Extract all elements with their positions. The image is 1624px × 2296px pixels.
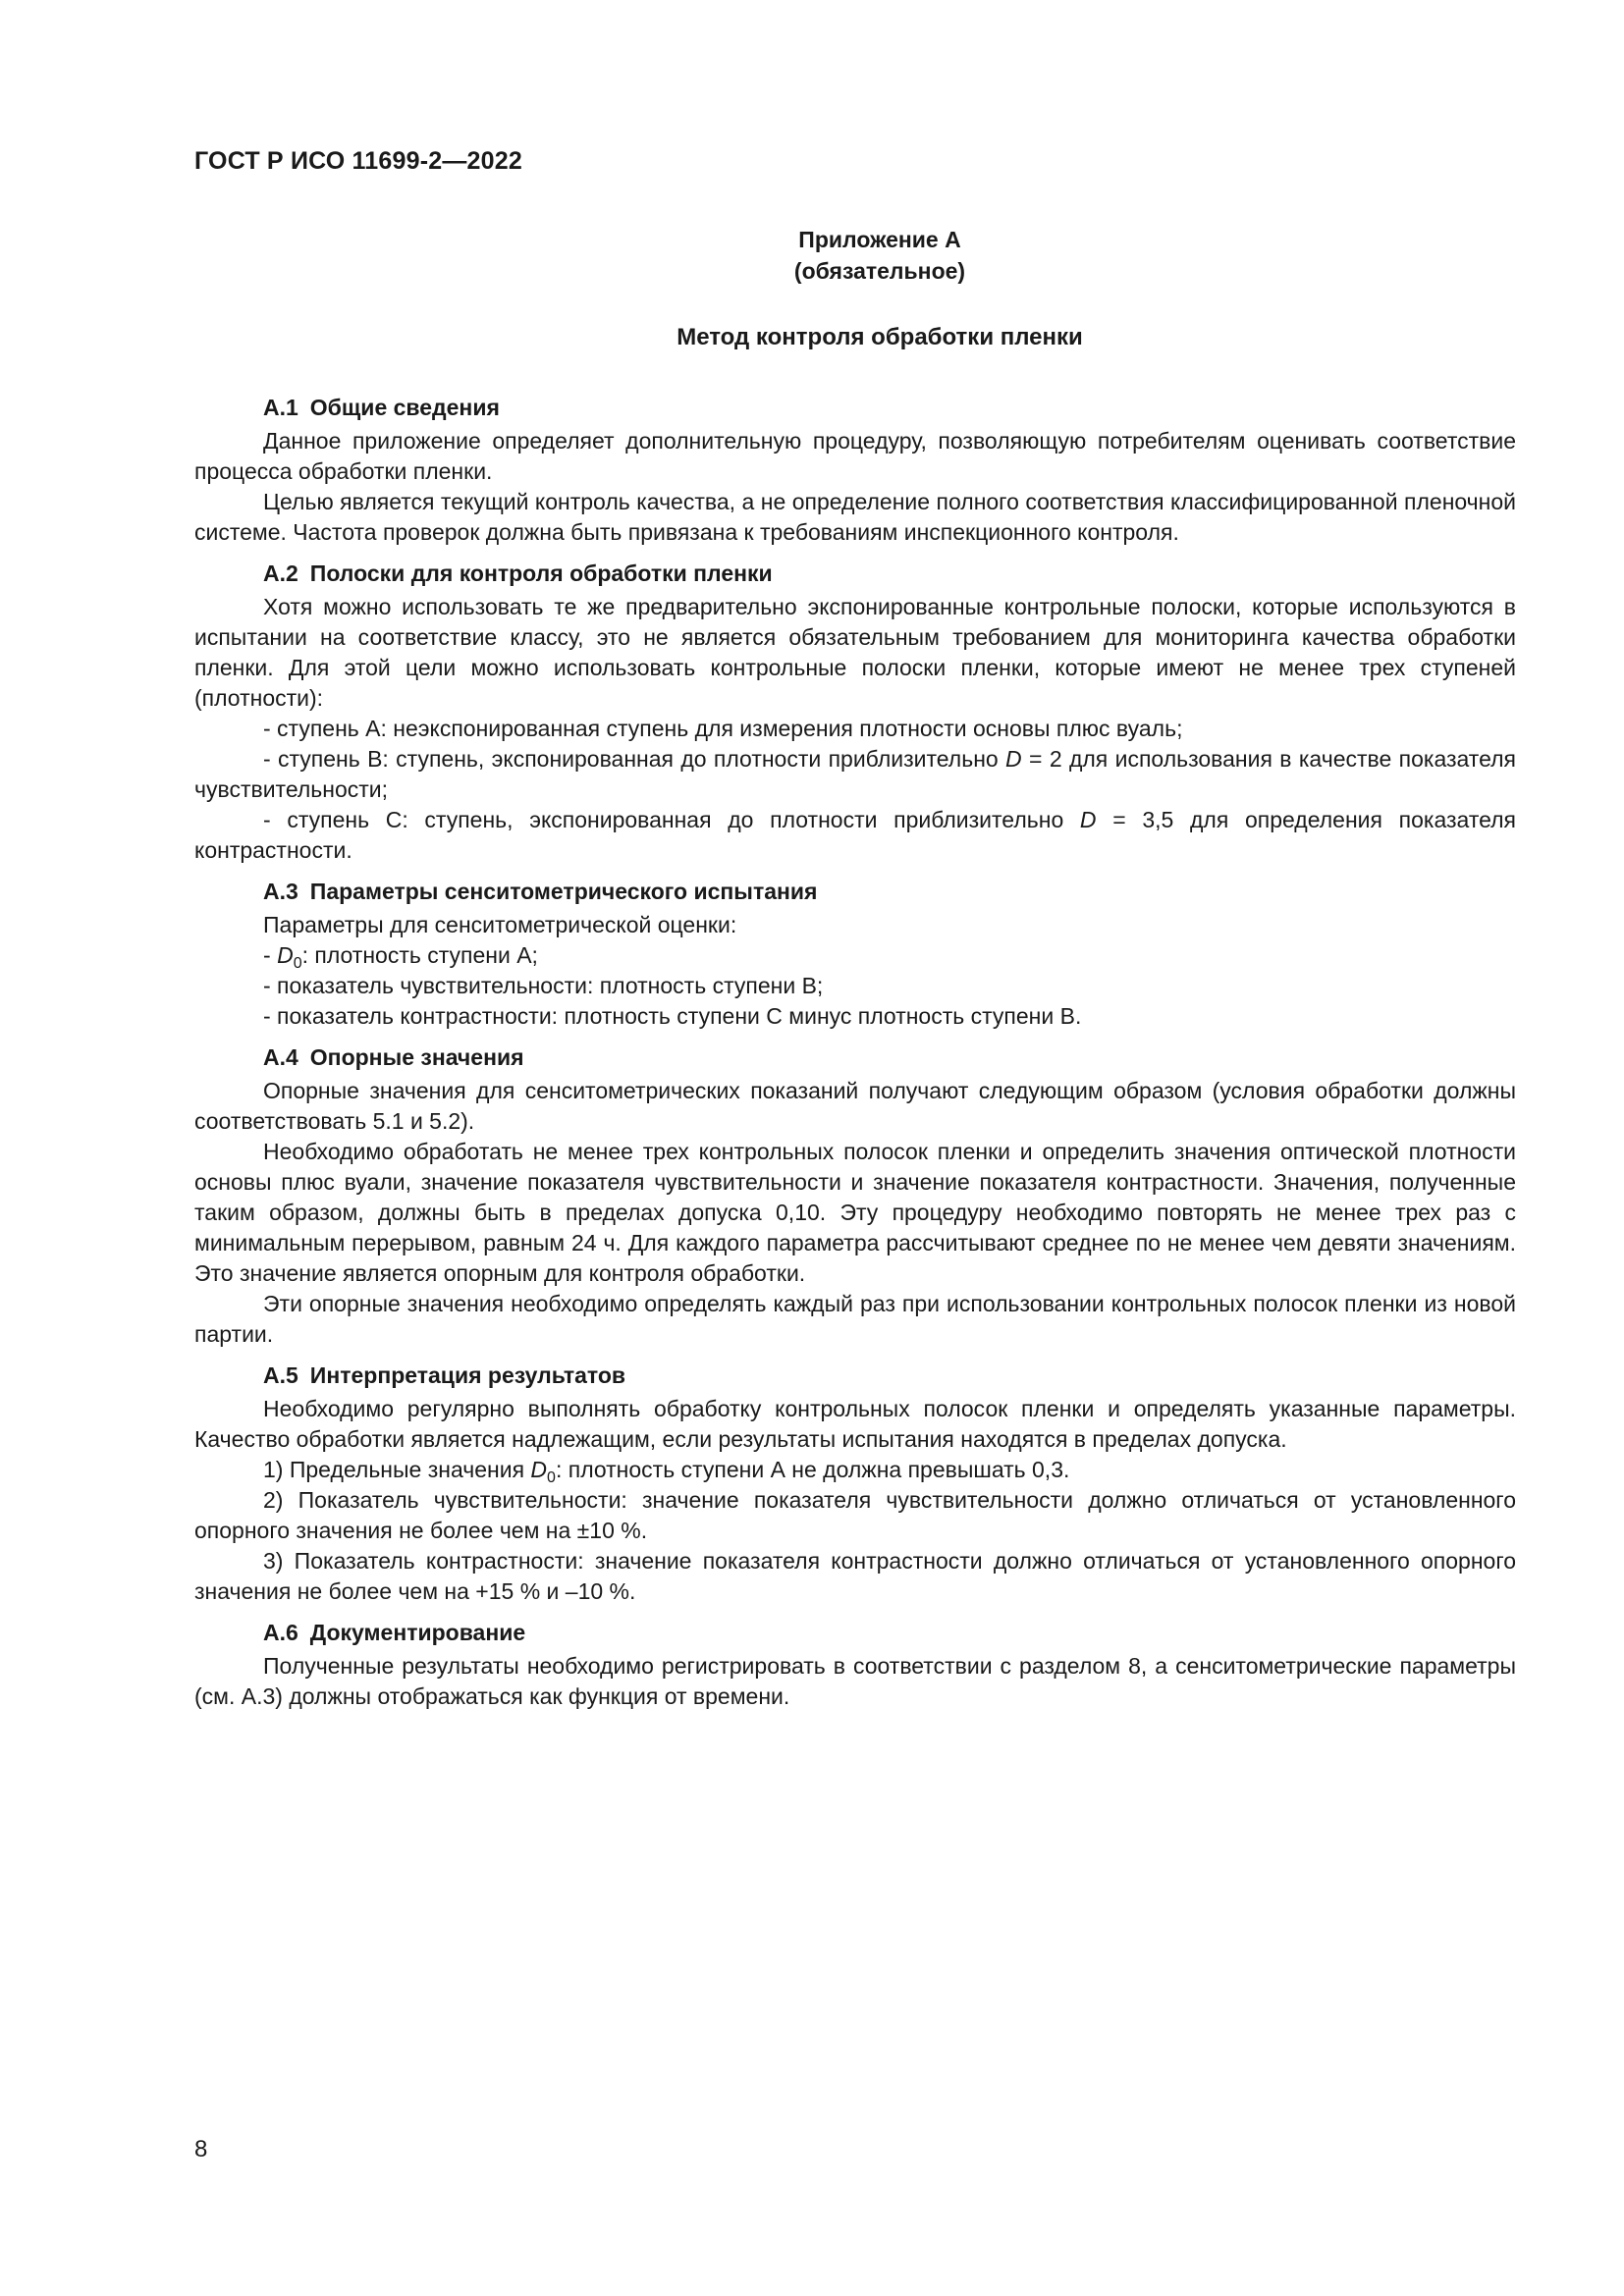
page-number: 8 <box>194 2136 208 2163</box>
paragraph: Необходимо обработать не менее трех контрольных полосок пленки и определить значения оптической плотности основы плюс вуали, значение показателя чувствительности и значение показателя контрастности. Значения, полученные таким образом, должны быть в пределах допуска 0,10. Эту процедуру необходимо повторять не менее трех раз с минимальным перерывом, равным 24 ч. Для каждого параметра рассчитывают среднее по не менее чем девяти значениям. Это значение является опорным для контроля обработки. <box>194 1139 1516 1286</box>
paragraph: Данное приложение определяет дополнительную процедуру, позволяющую потребителям оценивать соответствие процесса обработки пленки. <box>194 428 1516 484</box>
annex-title: Приложение А <box>798 227 961 252</box>
document-code-header: ГОСТ Р ИСО 11699-2—2022 <box>194 147 522 175</box>
paragraph: Эти опорные значения необходимо определять каждый раз при использовании контрольных полосок пленки из новой партии. <box>194 1291 1516 1347</box>
list-item: 3) Показатель контрастности: значение показателя контрастности должно отличаться от установленного опорного значения не более чем на +15 % и –10 %. <box>194 1548 1516 1604</box>
paragraph: Хотя можно использовать те же предварительно экспонированные контрольные полоски, которые используются в испытании на соответствие классу, это не является обязательным требованием для мониторинга качества обработки пленки. Для этой цели можно использовать контрольные полоски пленки, которые имеют не менее трех ступеней (плотности): <box>194 594 1516 711</box>
paragraph: Целью является текущий контроль качества, а не определение полного соответствия классифицированной пленочной системе. Частота проверок должна быть привязана к требованиям инспекционного контроля. <box>194 489 1516 545</box>
section-title: Общие сведения <box>309 395 500 420</box>
section-title: Интерпретация результатов <box>309 1362 626 1388</box>
document-body <box>194 393 1516 1712</box>
section-heading-a1 <box>194 393 1516 423</box>
paragraph: Необходимо регулярно выполнять обработку контрольных полосок пленки и определять указанные параметры. Качество обработки является надлежащим, если результаты испытания находятся в пределах допуска. <box>194 1396 1516 1452</box>
section-number: А.2 <box>263 561 298 586</box>
list-item: 2) Показатель чувствительности: значение показателя чувствительности должно отличаться от установленного опорного значения не более чем на ±10 %. <box>194 1487 1516 1543</box>
section-heading-a4 <box>194 1042 1516 1073</box>
section-number: А.3 <box>263 879 298 904</box>
section-number: А.5 <box>263 1362 298 1388</box>
annex-title-block <box>194 224 1516 353</box>
section-number: А.6 <box>263 1620 298 1645</box>
section-heading-a3 <box>194 877 1516 907</box>
list-item: - $D_0$: плотность ступени А; <box>263 942 538 972</box>
list-item: - ступень С: ступень, экспонированная до плотности приблизительно D = 3,5 для определения показателя контрастности. <box>194 807 1516 863</box>
paragraph: Опорные значения для сенситометрических показаний получают следующим образом (условия обработки должны соответствовать 5.1 и 5.2). <box>194 1078 1516 1134</box>
list-item: - ступень В: ступень, экспонированная до плотности приблизительно D = 2 для использования в качестве показателя чувствительности; <box>194 746 1516 802</box>
annex-heading: Метод контроля обработки пленки <box>677 324 1083 350</box>
section-heading-a6 <box>194 1618 1516 1648</box>
section-title: Параметры сенситометрического испытания <box>309 879 818 904</box>
list-item: - показатель контрастности: плотность ступени С минус плотность ступени В. <box>263 1003 1082 1029</box>
section-heading-a5 <box>194 1361 1516 1391</box>
section-heading-a2 <box>194 559 1516 589</box>
section-title: Полоски для контроля обработки пленки <box>309 561 773 586</box>
list-item: - показатель чувствительности: плотность ступени В; <box>263 973 824 998</box>
paragraph: Полученные результаты необходимо регистрировать в соответствии с разделом 8, а сенситометрические параметры (см. А.3) должны отображаться как функция от времени. <box>194 1653 1516 1709</box>
section-number: А.4 <box>263 1044 298 1070</box>
list-item: - ступень А: неэкспонированная ступень для измерения плотности основы плюс вуаль; <box>263 716 1183 741</box>
section-title: Документирование <box>309 1620 526 1645</box>
list-item: 1) Предельные значения $D_0$: плотность ступени А не должна превышать 0,3. <box>263 1457 1070 1486</box>
paragraph: Параметры для сенситометрической оценки: <box>263 912 737 937</box>
section-number: А.1 <box>263 395 298 420</box>
annex-status: (обязательное) <box>793 258 966 284</box>
section-title: Опорные значения <box>309 1044 524 1070</box>
